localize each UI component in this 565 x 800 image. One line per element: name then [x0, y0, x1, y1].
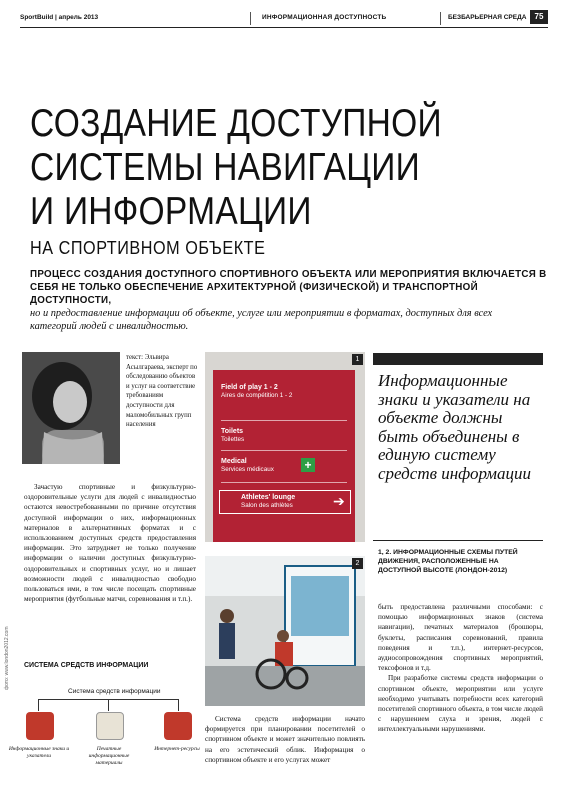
- sign-row-sub: Aires de compétition 1 - 2: [221, 392, 293, 399]
- title-line-2: СИСТЕМЫ НАВИГАЦИИ: [30, 146, 421, 189]
- sign-row: [221, 384, 292, 400]
- section-heading: СИСТЕМА СРЕДСТВ ИНФОРМАЦИИ: [24, 662, 149, 669]
- header-rubric: БЕЗБАРЬЕРНАЯ СРЕДА: [448, 14, 527, 21]
- sign-row-sub: Services médicaux: [221, 466, 274, 473]
- photo-number-badge: 1: [352, 354, 363, 365]
- map-kiosk-photo: [205, 556, 365, 706]
- diagram-item-label: Печатные информационные материалы: [88, 746, 130, 766]
- diagram-branch: [108, 699, 109, 711]
- header-divider: [250, 12, 251, 25]
- body-left: [24, 482, 196, 604]
- lead-italic: но и предоставление информации об объекте, услуге или мероприятии в форматах, доступных для всех категорий людей с инвалидностью.: [30, 308, 493, 332]
- sign-row-sub: Salon des athlètes: [241, 502, 293, 509]
- sign-divider: [221, 482, 347, 483]
- signage-icon: [26, 712, 54, 740]
- sign-divider: [221, 450, 347, 451]
- brochure-icon: [96, 712, 124, 740]
- pull-quote: Информационные знаки и указатели на объекте должны быть объединены в единую систему средств информации: [378, 371, 531, 483]
- web-icon: [164, 712, 192, 740]
- article-subtitle: НА СПОРТИВНОМ ОБЪЕКТЕ: [30, 238, 266, 258]
- body-right: [378, 602, 543, 735]
- diagram-branch: [178, 699, 179, 711]
- sign-row-main: Field of play 1 - 2: [221, 384, 278, 391]
- signage-photo: [205, 352, 365, 542]
- sign-row-main: Medical: [221, 458, 247, 465]
- header-section: ИНФОРМАЦИОННАЯ ДОСТУПНОСТЬ: [262, 14, 387, 21]
- page-number: 75: [530, 10, 548, 24]
- sign-row: [221, 428, 244, 444]
- body-center-paragraph: Система средств информации начато формируется при планировании посетителей о спортивном объекте и может значительно повлиять на его эстетический облик. Информация о спортивном объекте и его услугах может: [205, 715, 365, 764]
- sign-board: [213, 370, 355, 542]
- title-line-1: СОЗДАНИЕ ДОСТУПНОЙ: [30, 102, 442, 145]
- header-divider: [440, 12, 441, 25]
- photo-number-badge: 2: [352, 558, 363, 569]
- diagram-title: Система средств информации: [68, 688, 161, 695]
- article-title: [30, 102, 477, 234]
- title-line-3: И ИНФОРМАЦИИ: [30, 190, 312, 233]
- body-right-paragraph: При разработке системы средств информации о спортивном объекте, мероприятии или услуге необходимо учитывать потребности всех категорий посетителей спортивного объекта, в том числе людей с нарушением слуха и зрения, людей с интеллектуальными нарушениями.: [378, 674, 543, 734]
- medical-cross-icon: +: [301, 458, 315, 472]
- lead-caps: ПРОЦЕСС СОЗДАНИЯ ДОСТУПНОГО СПОРТИВНОГО ОБЪЕКТА ИЛИ МЕРОПРИЯТИЯ ВКЛЮЧАЕТСЯ В СЕБЯ НЕ ТОЛЬКО ОБЕСПЕЧЕНИЕ АРХИТЕКТУРНОЙ (ФИЗИЧЕСКОЙ) И ТРАНСПОРТНОЙ ДОСТУПНОСТИ,: [30, 269, 547, 306]
- diagram-item-label: Информационные знаки и указатели: [8, 746, 70, 759]
- author-photo: [22, 352, 120, 464]
- body-left-paragraph: Зачастую спортивные и физкультурно-оздоровительные услуги для людей с инвалидностью остаются невостребованными по причине отсутствия доступной информации о них, информационных материалов в альтернативных форматах и с использованием доступных средств предоставления информации. Это затрудняет не только получение информации о наличии доступных физкультурно-оздоровительных и спортивных услуг, но и лишает возможности людей с инвалидностью свободно пользоваться ими, в том числе посещать спортивные мероприятия (футбольные матчи, соревнования и т.п.).: [24, 483, 196, 604]
- sign-row: [241, 494, 295, 510]
- sign-row: [221, 458, 274, 474]
- quote-rule: [373, 540, 543, 541]
- photo-credit: фото: www.london2012.com: [4, 626, 10, 690]
- sign-row-main: Toilets: [221, 428, 244, 435]
- sign-row-main: Athletes' lounge: [241, 494, 296, 501]
- sign-divider: [221, 420, 347, 421]
- sign-row-sub: Toilettes: [221, 436, 245, 443]
- diagram-branch: [38, 699, 39, 711]
- body-right-paragraph: быть предоставлена различными способами: с помощью информационных знаков (система навигации), печатных материалов (брошюры, буклеты, расписания соревнований, правила поведения и т.п.), интернет-ресурсов, аудиосопровождения спортивных мероприятий, тексофонов и т.д.: [378, 603, 543, 673]
- header-issue: SportBuild | апрель 2013: [20, 14, 99, 21]
- diagram-item-label: Интернет-ресурсы: [154, 746, 200, 752]
- header-rule: [20, 27, 548, 28]
- quote-bar: [373, 353, 543, 365]
- arrow-right-icon: ➔: [333, 493, 345, 509]
- author-credit: текст: Эльвира Асылгараева, эксперт по обследованию объектов и услуг на соответствие требованиям доступности для маломобильных групп населения: [126, 354, 198, 429]
- photo-caption: 1, 2. ИНФОРМАЦИОННЫЕ СХЕМЫ ПУТЕЙ ДВИЖЕНИЯ, РАСПОЛОЖЕННЫЕ НА ДОСТУПНОЙ ВЫСОТЕ (ЛОНДОН-2012): [378, 549, 518, 574]
- body-center: [205, 714, 365, 765]
